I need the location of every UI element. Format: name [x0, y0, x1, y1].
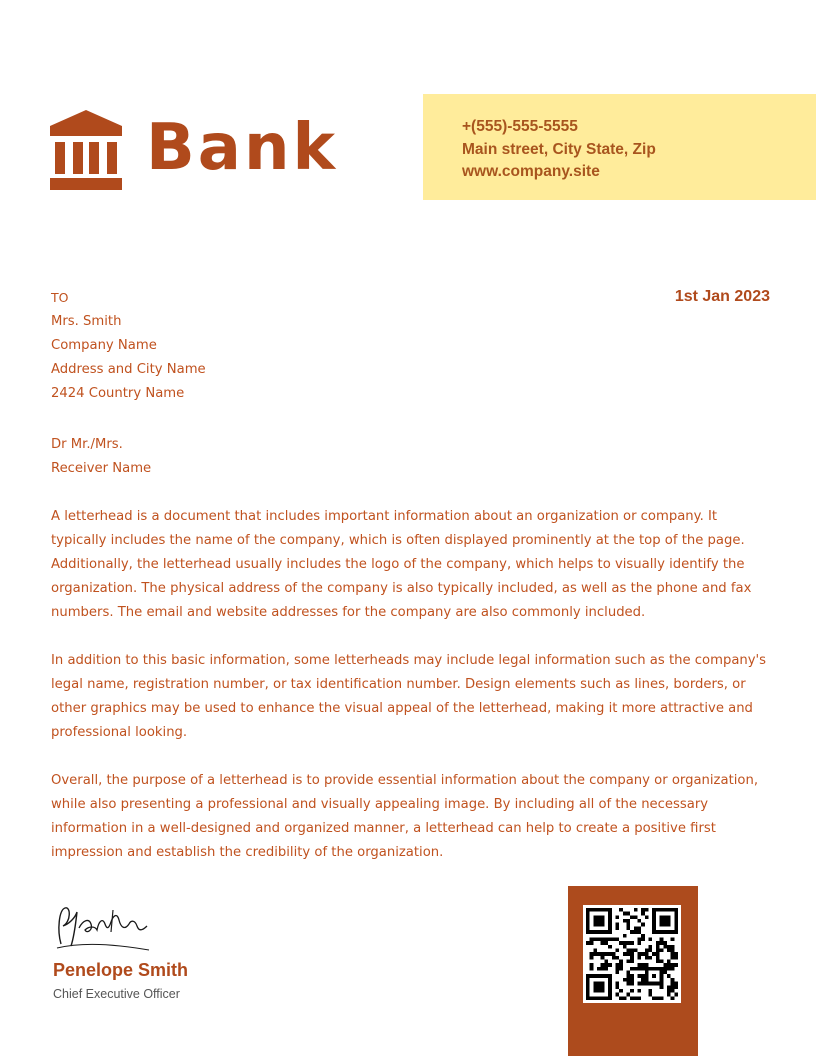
recipient-country: 2424 Country Name	[51, 386, 185, 401]
signature-image	[53, 900, 153, 959]
letter-date: 1st Jan 2023	[674, 288, 770, 305]
contact-website: www.company.site	[462, 163, 600, 180]
salutation-block	[51, 433, 151, 481]
signer-title: Chief Executive Officer	[53, 987, 180, 1001]
body-paragraph-1: A letterhead is a document that includes important information about an organization or company. It typically includes the name of the company, which is often displayed prominently at the top of the page. Additionally, the letterhead usually includes the logo of the company, which helps to visually identify the organization. The physical address of the company is also typically included, as well as the phone and fax numbers. The email and website addresses for the company are also commonly included.	[51, 509, 752, 620]
contact-phone: +(555)-555-5555	[462, 118, 578, 135]
bank-logo-icon	[50, 108, 122, 190]
recipient-block	[51, 286, 206, 406]
brand-name: Bank	[146, 111, 339, 185]
contact-box	[423, 94, 816, 200]
qr-code-icon[interactable]	[586, 908, 678, 1000]
body-paragraph-2: In addition to this basic information, some letterheads may include legal information such as the company's legal name, registration number, or tax identification number. Design elements such as lines, borders, or other graphics may be used to enhance the visual appeal of the letterhead, making it more attractive and professional looking.	[51, 653, 767, 740]
recipient-name: Mrs. Smith	[51, 314, 122, 329]
recipient-address: Address and City Name	[51, 362, 206, 377]
salutation-line-1: Dr Mr./Mrs.	[51, 437, 123, 452]
qr-panel	[568, 886, 698, 1056]
recipient-label: TO	[51, 290, 69, 305]
qr-code-card	[583, 905, 681, 1003]
signer-name: Penelope Smith	[53, 960, 189, 980]
salutation-line-2: Receiver Name	[51, 461, 152, 476]
contact-address: Main street, City State, Zip	[462, 141, 656, 158]
body-paragraph-3: Overall, the purpose of a letterhead is to provide essential information about the company or organization, while also presenting a professional and visually appealing image. By including all of the necessary information in a well-designed and organized manner, a letterhead can help to create a positive first impression and establish the credibility of the organization.	[51, 773, 759, 860]
recipient-company: Company Name	[51, 338, 157, 353]
